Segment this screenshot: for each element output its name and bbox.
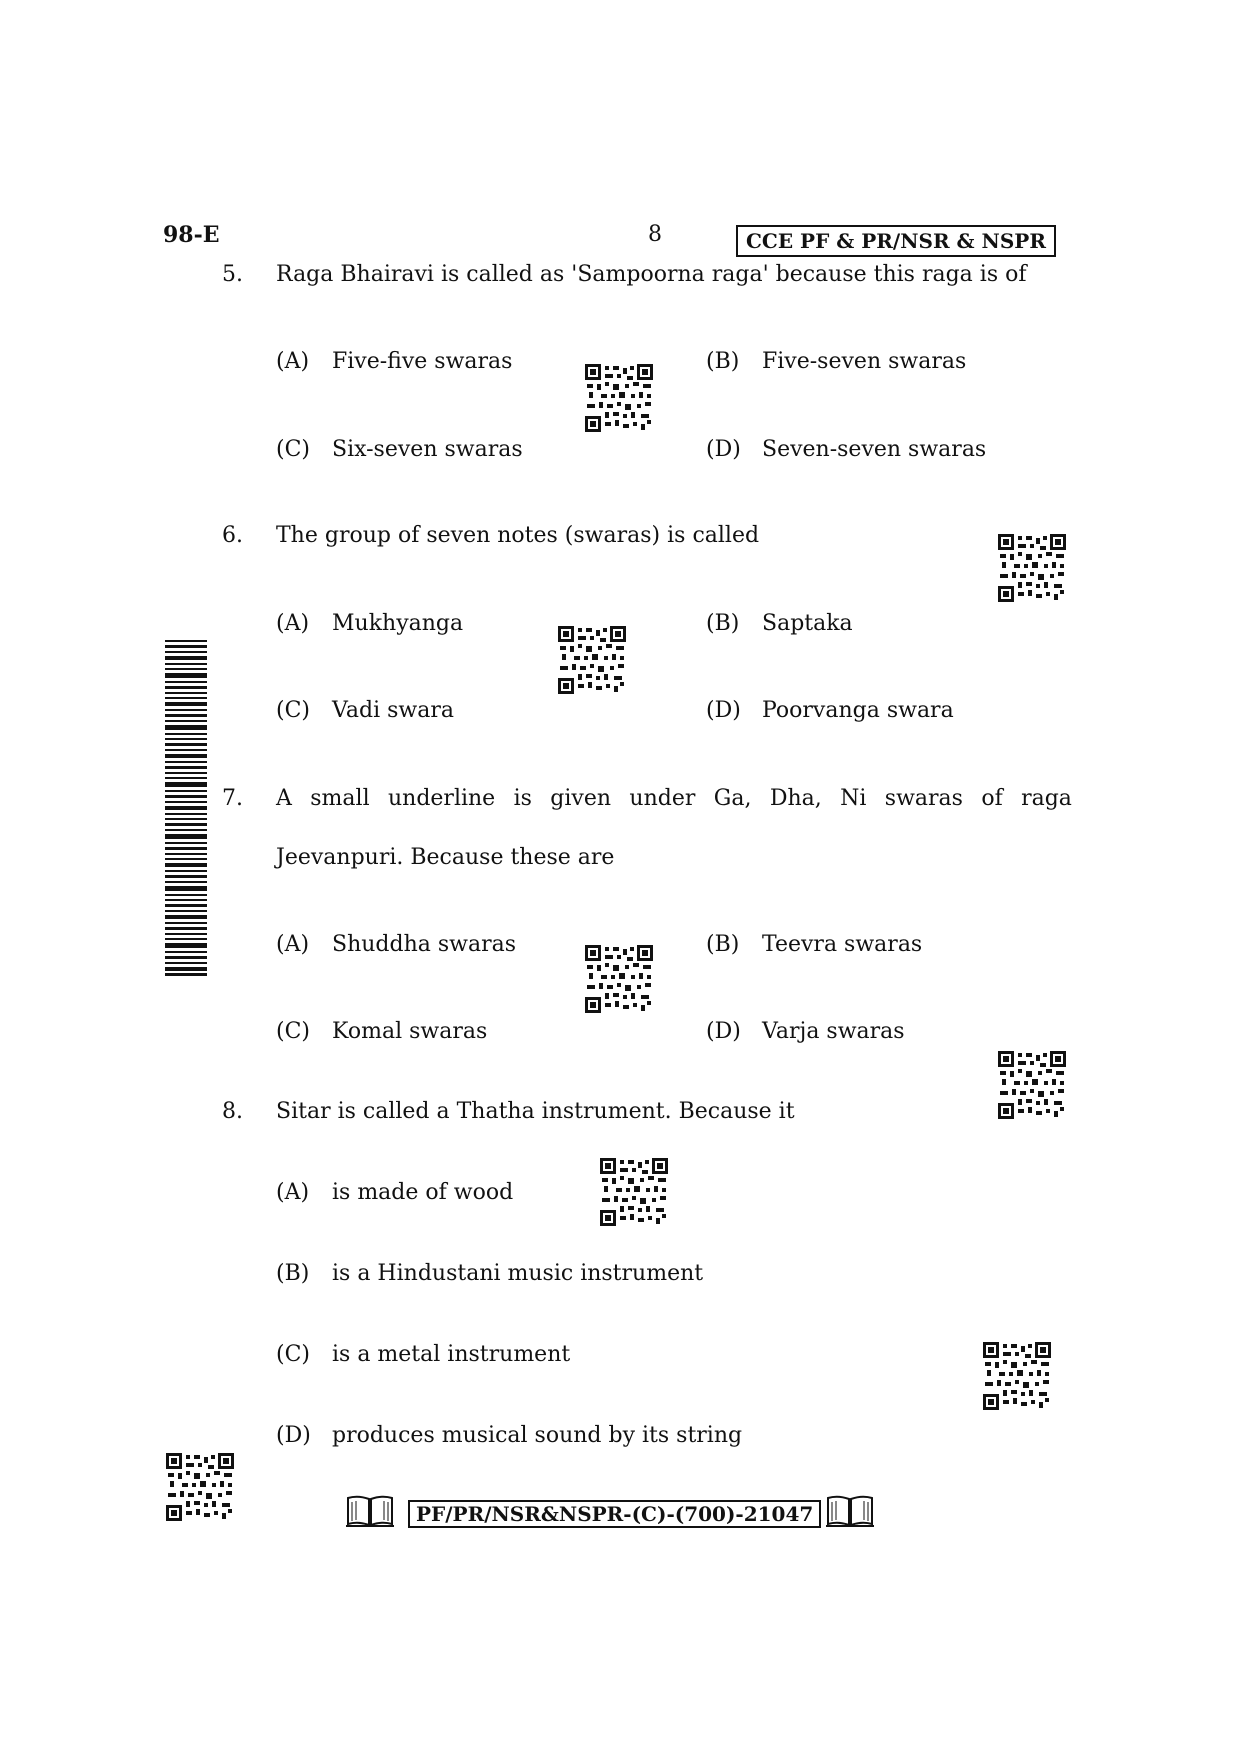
question-8-text: Sitar is called a Thatha instrument. Because it — [276, 1099, 795, 1124]
q7-word: raga — [1021, 786, 1072, 811]
q8-option-c-label: (C) — [276, 1342, 310, 1367]
question-8-number: 8. — [222, 1099, 243, 1124]
q8-option-b-label: (B) — [276, 1261, 310, 1286]
q7-word: Ni — [840, 786, 867, 811]
q7-word: Ga, — [713, 786, 752, 811]
qr-code-icon — [983, 1342, 1051, 1410]
footer-paper-code: PF/PR/NSR&NSPR-(C)-(700)-21047 — [408, 1500, 821, 1528]
question-7-text-line1 — [276, 786, 1072, 811]
q5-option-c-label: (C) — [276, 437, 310, 462]
q8-option-c-text[interactable]: is a metal instrument — [332, 1342, 571, 1367]
q8-option-d-label: (D) — [276, 1423, 311, 1448]
qr-code-icon — [558, 626, 626, 694]
q5-option-c-text[interactable]: Six-seven swaras — [332, 437, 523, 462]
q7-option-d-text[interactable]: Varja swaras — [762, 1019, 905, 1044]
q7-option-c-label: (C) — [276, 1019, 310, 1044]
question-7-text-line2: Jeevanpuri. Because these are — [276, 845, 615, 870]
q8-option-b-text[interactable]: is a Hindustani music instrument — [332, 1261, 704, 1286]
qr-code-icon — [600, 1158, 668, 1226]
page-number: 8 — [648, 222, 662, 247]
question-6-number: 6. — [222, 523, 243, 548]
book-icon — [346, 1494, 394, 1528]
q7-word: A — [276, 786, 292, 811]
qr-code-icon — [166, 1453, 234, 1521]
q7-option-c-text[interactable]: Komal swaras — [332, 1019, 488, 1044]
q7-word: is — [513, 786, 532, 811]
question-6-text: The group of seven notes (swaras) is called — [276, 523, 760, 548]
qr-code-icon — [998, 534, 1066, 602]
q5-option-a-text[interactable]: Five-five swaras — [332, 349, 513, 374]
q6-option-a-text[interactable]: Mukhyanga — [332, 611, 464, 636]
book-icon — [826, 1494, 874, 1528]
question-5-number: 5. — [222, 262, 243, 287]
q7-option-a-label: (A) — [276, 932, 310, 957]
q5-option-b-label: (B) — [706, 349, 740, 374]
barcode-icon — [165, 640, 207, 976]
qr-code-icon — [585, 945, 653, 1013]
question-5-text: Raga Bhairavi is called as 'Sampoorna raga' because this raga is of — [276, 262, 1027, 287]
q6-option-a-label: (A) — [276, 611, 310, 636]
q6-option-c-label: (C) — [276, 698, 310, 723]
exam-title-box: CCE PF & PR/NSR & NSPR — [736, 225, 1056, 257]
q6-option-d-text[interactable]: Poorvanga swara — [762, 698, 954, 723]
q8-option-d-text[interactable]: produces musical sound by its string — [332, 1423, 743, 1448]
q5-option-b-text[interactable]: Five-seven swaras — [762, 349, 967, 374]
q7-option-b-label: (B) — [706, 932, 740, 957]
q7-word: Dha, — [769, 786, 822, 811]
q7-word: small — [310, 786, 370, 811]
q7-word: under — [629, 786, 696, 811]
q7-word: underline — [387, 786, 496, 811]
q5-option-d-text[interactable]: Seven-seven swaras — [762, 437, 987, 462]
q8-option-a-text[interactable]: is made of wood — [332, 1180, 514, 1205]
paper-code: 98-E — [163, 222, 220, 248]
q7-option-d-label: (D) — [706, 1019, 741, 1044]
qr-code-icon — [998, 1051, 1066, 1119]
q7-word: given — [550, 786, 612, 811]
q7-word: swaras — [884, 786, 963, 811]
q5-option-a-label: (A) — [276, 349, 310, 374]
q6-option-b-text[interactable]: Saptaka — [762, 611, 853, 636]
q6-option-d-label: (D) — [706, 698, 741, 723]
q6-option-b-label: (B) — [706, 611, 740, 636]
q8-option-a-label: (A) — [276, 1180, 310, 1205]
q6-option-c-text[interactable]: Vadi swara — [332, 698, 454, 723]
qr-code-icon — [585, 364, 653, 432]
q7-option-a-text[interactable]: Shuddha swaras — [332, 932, 517, 957]
q5-option-d-label: (D) — [706, 437, 741, 462]
q7-word: of — [981, 786, 1003, 811]
question-7-number: 7. — [222, 786, 243, 811]
q7-option-b-text[interactable]: Teevra swaras — [762, 932, 923, 957]
